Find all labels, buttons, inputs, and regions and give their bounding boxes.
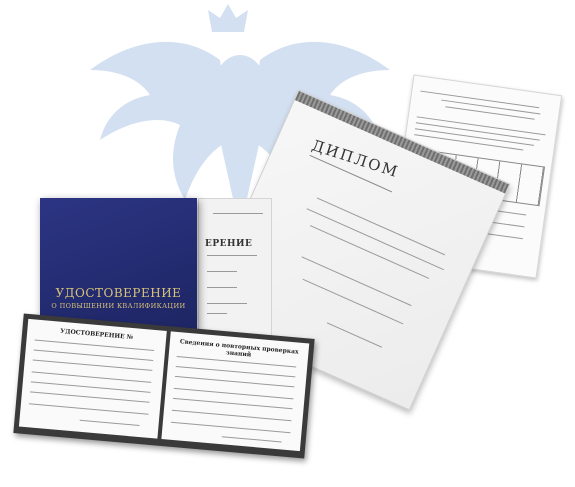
text-line	[213, 213, 263, 214]
certificate-cover-title: УДОСТОВЕРЕНИЕ	[55, 286, 182, 300]
text-line	[317, 197, 445, 255]
form-line	[173, 398, 293, 409]
form-line	[175, 376, 295, 387]
certificate-inner-page	[198, 198, 272, 348]
eagle-body-icon	[210, 55, 270, 145]
text-line	[207, 313, 227, 314]
booklet-left-heading: УДОСТОВЕРЕНИЕ №	[59, 327, 134, 342]
booklet-right-heading: Сведения о повторных проверках знаний	[179, 338, 299, 359]
booklet-right-page	[161, 331, 309, 451]
text-line	[207, 303, 247, 304]
form-line	[31, 381, 151, 392]
text-line	[207, 287, 237, 288]
form-line	[34, 350, 154, 361]
open-certificate-booklet	[13, 314, 314, 459]
diploma-title: ДИПЛОМ	[309, 136, 402, 182]
booklet-left-page	[19, 319, 167, 439]
certificate-cover-subtitle: О ПОВЫШЕНИИ КВАЛИФИКАЦИИ	[51, 302, 186, 310]
certificate-inner-heading: ЕРЕНИЕ	[205, 239, 253, 249]
form-line	[172, 410, 292, 421]
text-line	[207, 255, 257, 256]
form-line	[174, 388, 294, 399]
form-line	[33, 359, 153, 370]
text-line	[307, 208, 444, 270]
signature-line	[327, 322, 382, 347]
form-line	[32, 371, 152, 382]
signature-line	[222, 436, 282, 442]
text-line	[445, 106, 534, 120]
crown-icon	[208, 4, 248, 32]
form-line	[30, 391, 150, 402]
form-line	[176, 366, 296, 377]
text-line	[310, 225, 429, 279]
text-line	[303, 279, 404, 325]
form-line	[171, 422, 291, 433]
signature-line	[80, 420, 140, 426]
left-wing-icon	[90, 42, 230, 200]
form-line	[29, 403, 149, 414]
text-line	[207, 271, 237, 272]
